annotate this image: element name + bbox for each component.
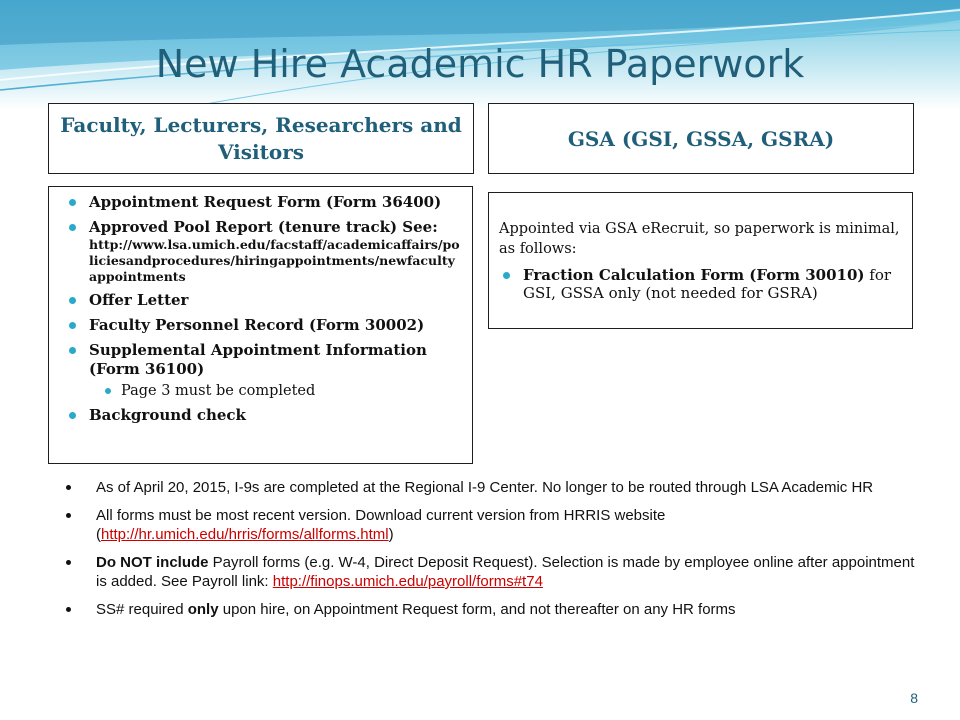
list-item-label: Fraction Calculation Form (Form 30010) [523, 265, 865, 284]
faculty-requirements-list [48, 186, 473, 464]
list-item-approved-pool-report [65, 218, 462, 286]
hrris-forms-link[interactable]: http://hr.umich.edu/hrris/forms/allforms.html [101, 526, 389, 543]
gsa-intro-text: Appointed via GSA eRecruit, so paperwork is minimal, as follows: [499, 221, 900, 258]
note-i9: As of April 20, 2015, I-9s are completed at the Regional I-9 Center. No longer to be routed through LSA Academic HR [60, 478, 920, 498]
note-most-recent-version [60, 506, 920, 545]
note-text: SS# required [96, 600, 188, 618]
note-emphasis: Do NOT include [96, 553, 209, 571]
notes-list [60, 478, 920, 627]
note-text: ) [388, 526, 394, 543]
list-item-fraction-calculation [499, 266, 902, 304]
note-text: upon hire, on Appointment Request form, and not thereafter on any HR forms [218, 600, 736, 618]
list-item-faculty-personnel-record [65, 316, 462, 335]
note-emphasis: only [187, 600, 219, 618]
payroll-forms-link[interactable]: http://finops.umich.edu/payroll/forms#t74 [272, 573, 543, 590]
note-text: Payroll forms (e.g. W-4, Direct Deposit Request). Selection is made by employee online after appointment is added. See Payroll link: [96, 553, 915, 590]
sub-item-page-3: Page 3 must be completed [103, 382, 462, 400]
gsa-requirements-list [488, 192, 913, 329]
lsa-appointments-url[interactable]: http://www.lsa.umich.edu/facstaff/academicaffairs/policiesandprocedures/hiringappointments/newfacultyappointments [89, 236, 460, 284]
list-item-label: Appointment Request Form (Form 36400) [89, 193, 442, 211]
list-item-label: Faculty Personnel Record (Form 30002) [89, 316, 425, 334]
faculty-header-box: Faculty, Lecturers, Researchers and Visitors [48, 103, 474, 174]
note-text: All forms must be most recent version. Download current version from HRRIS website ( [96, 506, 666, 543]
list-item-label: Offer Letter [89, 291, 189, 310]
page-number: 8 [910, 690, 918, 706]
list-item-appointment-request [65, 193, 462, 212]
list-item-label: Approved Pool Report (tenure track) See: [89, 217, 438, 236]
list-item-label: Supplemental Appointment Information (Form 36100) [89, 340, 427, 378]
list-item-background-check [65, 406, 462, 425]
note-payroll-forms [60, 553, 920, 592]
list-item-offer-letter [65, 291, 462, 310]
list-item-detail: for GSI, GSSA only (not needed for GSRA) [523, 265, 892, 303]
list-item-label: Background check [89, 406, 246, 425]
list-item-supplemental-appointment [65, 341, 462, 401]
note-ssn [60, 600, 920, 620]
page-title: New Hire Academic HR Paperwork [155, 42, 805, 86]
gsa-header-box: GSA (GSI, GSSA, GSRA) [488, 103, 914, 174]
